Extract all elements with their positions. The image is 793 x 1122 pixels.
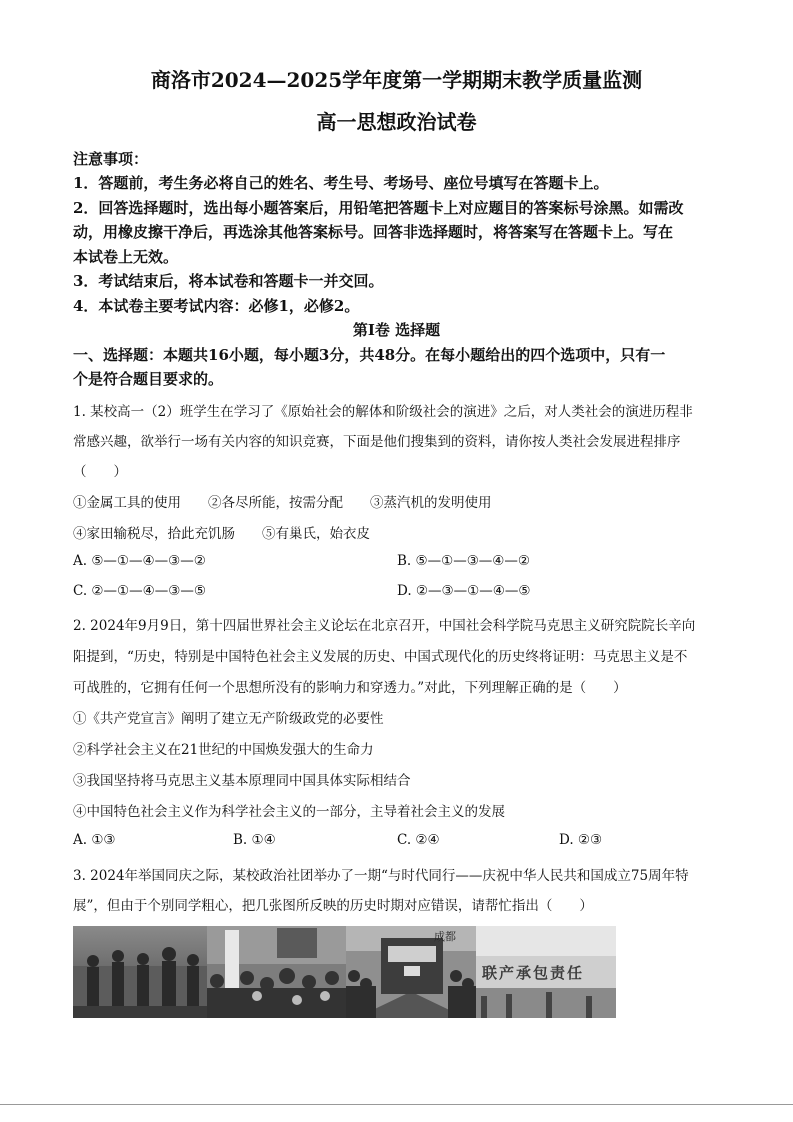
q2-option-d[interactable]: D. ②③ bbox=[559, 832, 603, 848]
page-bottom-rule bbox=[0, 1104, 793, 1105]
photo-founding-ceremony bbox=[73, 926, 207, 1018]
q1-option-d[interactable]: D. ②—③—①—④—⑤ bbox=[397, 583, 531, 599]
exam-subtitle: 高一思想政治试卷 bbox=[316, 110, 477, 134]
q2-stem-cont: 阳提到，“历史，特别是中国特色社会主义发展的历史、中国式现代化的历史终将证明：马克思主义是不 bbox=[73, 649, 688, 665]
q2-item-4: ④中国特色社会主义作为科学社会主义的一部分，主导着社会主义的发展 bbox=[73, 804, 505, 820]
notice-item-4: 4．本试卷主要考试内容：必修1，必修2。 bbox=[73, 297, 360, 315]
q2-option-a[interactable]: A. ①③ bbox=[73, 832, 116, 848]
photo-train-chengdu bbox=[346, 926, 476, 1018]
section-instruction: 一、选择题：本题共16小题，每小题3分，共48分。在每小题给出的四个选项中，只有一 bbox=[73, 346, 666, 364]
q1-items: ①金属工具的使用 ②各尽所能，按需分配 ③蒸汽机的发明使用 bbox=[73, 495, 492, 511]
exam-title: 商洛市2024—2025学年度第一学期期末教学质量监测 bbox=[150, 68, 643, 92]
q2-option-b[interactable]: B. ①④ bbox=[233, 832, 276, 848]
q2-option-c[interactable]: C. ②④ bbox=[397, 832, 440, 848]
section-title: 第Ⅰ卷 选择题 bbox=[352, 321, 441, 339]
q2-item-1: ①《共产党宣言》阐明了建立无产阶级政党的必要性 bbox=[73, 711, 384, 727]
q1-stem: 1. 某校高一（2）班学生在学习了《原始社会的解体和阶级社会的演进》之后，对人类社会的演进历程非 bbox=[73, 404, 693, 420]
section-instruction-cont: 个是符合题目要求的。 bbox=[73, 370, 224, 388]
photo-crowd-celebration bbox=[207, 926, 346, 1018]
photo-household-contract bbox=[476, 926, 616, 1018]
notice-item-2-end: 本试卷上无效。 bbox=[73, 248, 179, 266]
q3-photo-strip bbox=[73, 926, 616, 1018]
q1-answer-blank: （ ） bbox=[73, 464, 127, 480]
q3-stem-cont: 展”，但由于个别同学粗心，把几张图所反映的历史时期对应错误，请帮忙指出（ ） bbox=[73, 898, 593, 914]
notice-item-2: 2．回答选择题时，选出每小题答案后，用铅笔把答题卡上对应题目的答案标号涂黑。如需改 bbox=[73, 199, 684, 217]
notice-item-3: 3．考试结束后，将本试卷和答题卡一并交回。 bbox=[73, 272, 384, 290]
q2-stem: 2. 2024年9月9日，第十四届世界社会主义论坛在北京召开，中国社会科学院马克思主义研究院院长辛向 bbox=[73, 618, 696, 634]
notice-heading: 注意事项： bbox=[73, 150, 149, 168]
q2-item-3: ③我国坚持将马克思主义基本原理同中国具体实际相结合 bbox=[73, 773, 411, 789]
q2-item-2: ②科学社会主义在21世纪的中国焕发强大的生命力 bbox=[73, 742, 374, 758]
notice-item-1: 1．答题前，考生务必将自己的姓名、考生号、考场号、座位号填写在答题卡上。 bbox=[73, 174, 609, 192]
q1-items-cont: ④家田输税尽，拾此充饥肠 ⑤有巢氏，始衣皮 bbox=[73, 526, 370, 542]
notice-item-2-cont: 动，用橡皮擦干净后，再选涂其他答案标号。回答非选择题时，将答案写在答题卡上。写在 bbox=[73, 223, 674, 241]
q3-stem: 3. 2024年举国同庆之际，某校政治社团举办了一期“与时代同行——庆祝中华人民共和国成立75周年特 bbox=[73, 868, 689, 884]
q1-stem-cont: 常感兴趣，欲举行一场有关内容的知识竞赛，下面是他们搜集到的资料，请你按人类社会发展进程排序 bbox=[73, 434, 681, 450]
photo-banner-text: 联产承包责任 bbox=[482, 964, 585, 982]
q1-option-c[interactable]: C. ②—①—④—③—⑤ bbox=[73, 583, 206, 599]
q2-stem-end: 可战胜的，它拥有任何一个思想所没有的影响力和穿透力。”对此，下列理解正确的是（ ） bbox=[73, 680, 627, 696]
train-sign-text: 成都 bbox=[434, 930, 456, 943]
q1-option-a[interactable]: A. ⑤—①—④—③—② bbox=[73, 553, 206, 569]
q1-option-b[interactable]: B. ⑤—①—③—④—② bbox=[397, 553, 531, 569]
